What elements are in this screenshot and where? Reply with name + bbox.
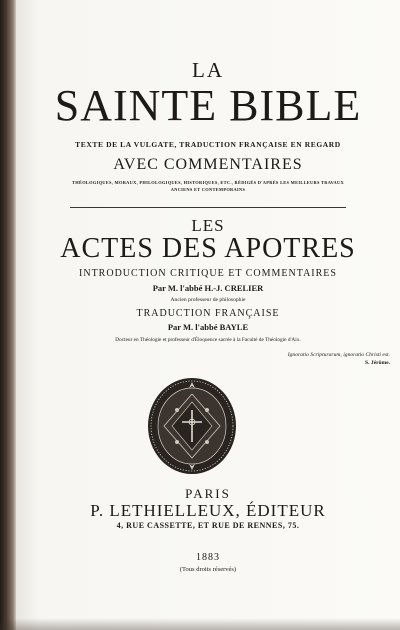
author-crelier: Par M. l'abbé H.-J. CRELIER [152,283,264,293]
ecclesiastical-seal-icon [146,376,238,476]
publisher-name: P. LETHIELLEUX, ÉDITEUR [90,501,326,520]
header-la: LA [192,58,224,82]
author-bayle: Par M. l'abbé BAYLE [167,322,249,332]
avec-commentaires: AVEC COMMENTAIRES [113,156,303,173]
commentary-sources-line: ANCIENS ET CONTEMPORAINS [170,187,246,192]
publisher-address: 4, RUE CASSETTE, ET RUE DE RENNES, 75. [116,521,300,530]
publisher-city: PARIS [185,486,231,501]
divider-rule [70,207,346,208]
page-bottom-shadow [0,618,400,630]
introduction-line: INTRODUCTION CRITIQUE ET COMMENTAIRES [79,268,337,279]
volume-les: LES [191,216,225,235]
publication-year: 1883 [196,552,220,563]
translation-line: TRADUCTION FRANÇAISE [136,308,280,319]
commentary-types-line: THÉOLOGIQUES, MORAUX, PHILOLOGIQUES, HISTORIQUES, ETC., RÉDIGÉS D'APRÈS LES MEILLEURS TRAVAUX [72,180,344,185]
book-title: SAINTE BIBLE [54,81,362,130]
rights-notice: (Tous droits réservés) [179,566,237,573]
epigraph-quote: Ignoratio Scripturarum, ignoratio Christi est. [287,352,390,358]
epigraph-attribution: S. Jérôme. [364,360,390,366]
author-bayle-note: Docteur en Théologie et professeur d'Éloquence sacrée à la Faculté de Théologie d'Aix. [115,337,301,343]
vulgate-subtitle: TEXTE DE LA VULGATE, TRADUCTION FRANÇAISE EN REGARD [75,140,341,149]
volume-title: ACTES DES APOTRES [60,233,356,264]
book-spine [0,0,16,630]
author-crelier-note: Ancien professeur de philosophie [170,297,246,303]
